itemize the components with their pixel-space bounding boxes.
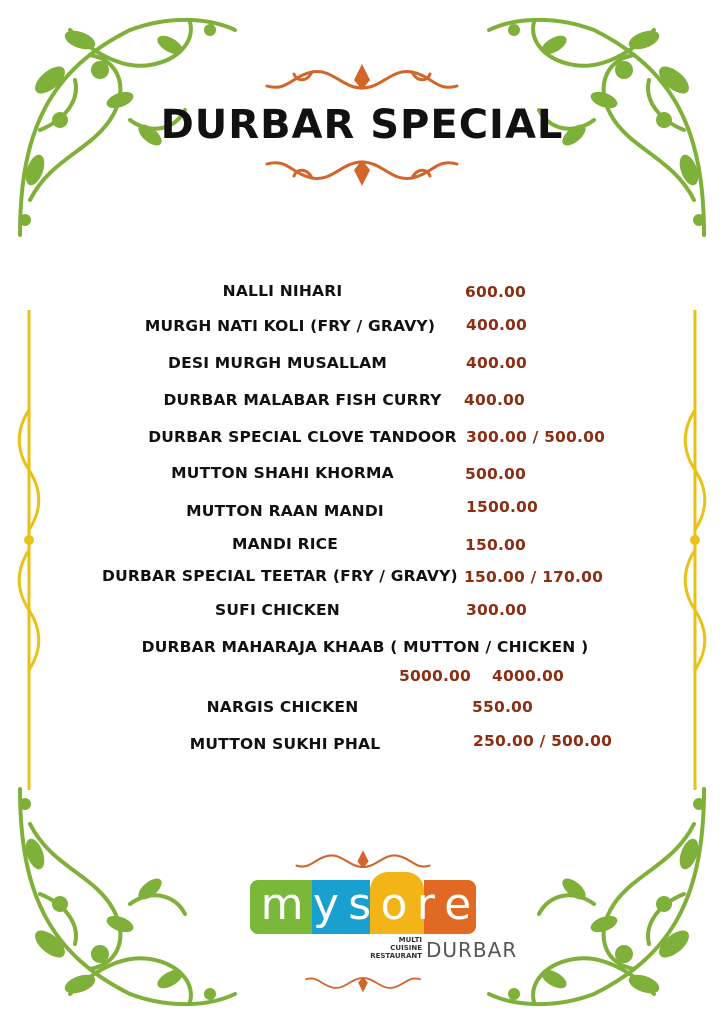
logo-letter: o (380, 878, 408, 930)
menu-item-price: 550.00 (472, 698, 534, 716)
menu-item-price: 400.00 (466, 354, 528, 372)
scroll-flourish-icon (252, 152, 472, 192)
menu-item-name: MANDI RICE (231, 535, 339, 553)
restaurant-logo (250, 872, 518, 982)
menu-item-name: MURGH NATI KOLI (FRY / GRAVY) (144, 317, 436, 335)
menu-item-price: 1500.00 (466, 498, 538, 516)
logo-wordmark (256, 874, 476, 934)
menu-item-price: 600.00 (465, 283, 527, 301)
menu-item-name: MUTTON SHAHI KHORMA (171, 464, 394, 482)
menu-item-price: 4000.00 (492, 667, 564, 685)
menu-item-price: 150.00 / 170.00 (464, 568, 604, 586)
menu-item-name: DESI MURGH MUSALLAM (168, 354, 387, 372)
menu-item-name: NARGIS CHICKEN (206, 698, 359, 716)
scroll-flourish-icon (278, 846, 448, 874)
menu-item-price: 5000.00 (399, 667, 471, 685)
logo-subtitle: DURBAR (426, 938, 518, 962)
menu-item-price: 500.00 (465, 465, 527, 483)
menu-item-price: 250.00 / 500.00 (473, 732, 613, 750)
menu-item-price: 300.00 / 500.00 (466, 428, 606, 446)
gold-border-icon (14, 310, 44, 790)
scroll-flourish-icon (288, 972, 438, 996)
menu-item-name: DURBAR MAHARAJA KHAAB ( MUTTON / CHICKEN ) (141, 638, 589, 656)
vine-corner-icon (484, 784, 714, 1014)
page-title: DURBAR SPECIAL (160, 102, 564, 148)
menu-item-name: MUTTON SUKHI PHAL (189, 735, 381, 753)
menu-item-price: 150.00 (465, 536, 527, 554)
logo-tagline: RESTAURANT (370, 952, 422, 960)
logo-letter: r (416, 878, 435, 930)
menu-item-name: DURBAR MALABAR FISH CURRY (163, 391, 442, 409)
logo-tagline: MULTI (398, 936, 422, 944)
logo-letter: m (260, 878, 304, 930)
menu-item-name: SUFI CHICKEN (215, 601, 340, 619)
menu-item-price: 400.00 (464, 391, 526, 409)
menu-item-name: NALLI NIHARI (222, 282, 343, 300)
menu-item-name: MUTTON RAAN MANDI (186, 502, 384, 520)
logo-tagline: CUISINE (390, 944, 422, 952)
menu-item-name: DURBAR SPECIAL CLOVE TANDOOR (148, 428, 457, 446)
menu-item-price: 300.00 (466, 601, 528, 619)
gold-border-icon (680, 310, 710, 790)
menu-item-price: 400.00 (466, 316, 528, 334)
menu-item-name: DURBAR SPECIAL TEETAR (FRY / GRAVY) (102, 567, 458, 585)
logo-letter: y (312, 878, 339, 930)
logo-letter: s (348, 878, 372, 930)
vine-corner-icon (10, 784, 240, 1014)
logo-letter: e (444, 878, 472, 930)
scroll-flourish-icon (252, 58, 472, 98)
